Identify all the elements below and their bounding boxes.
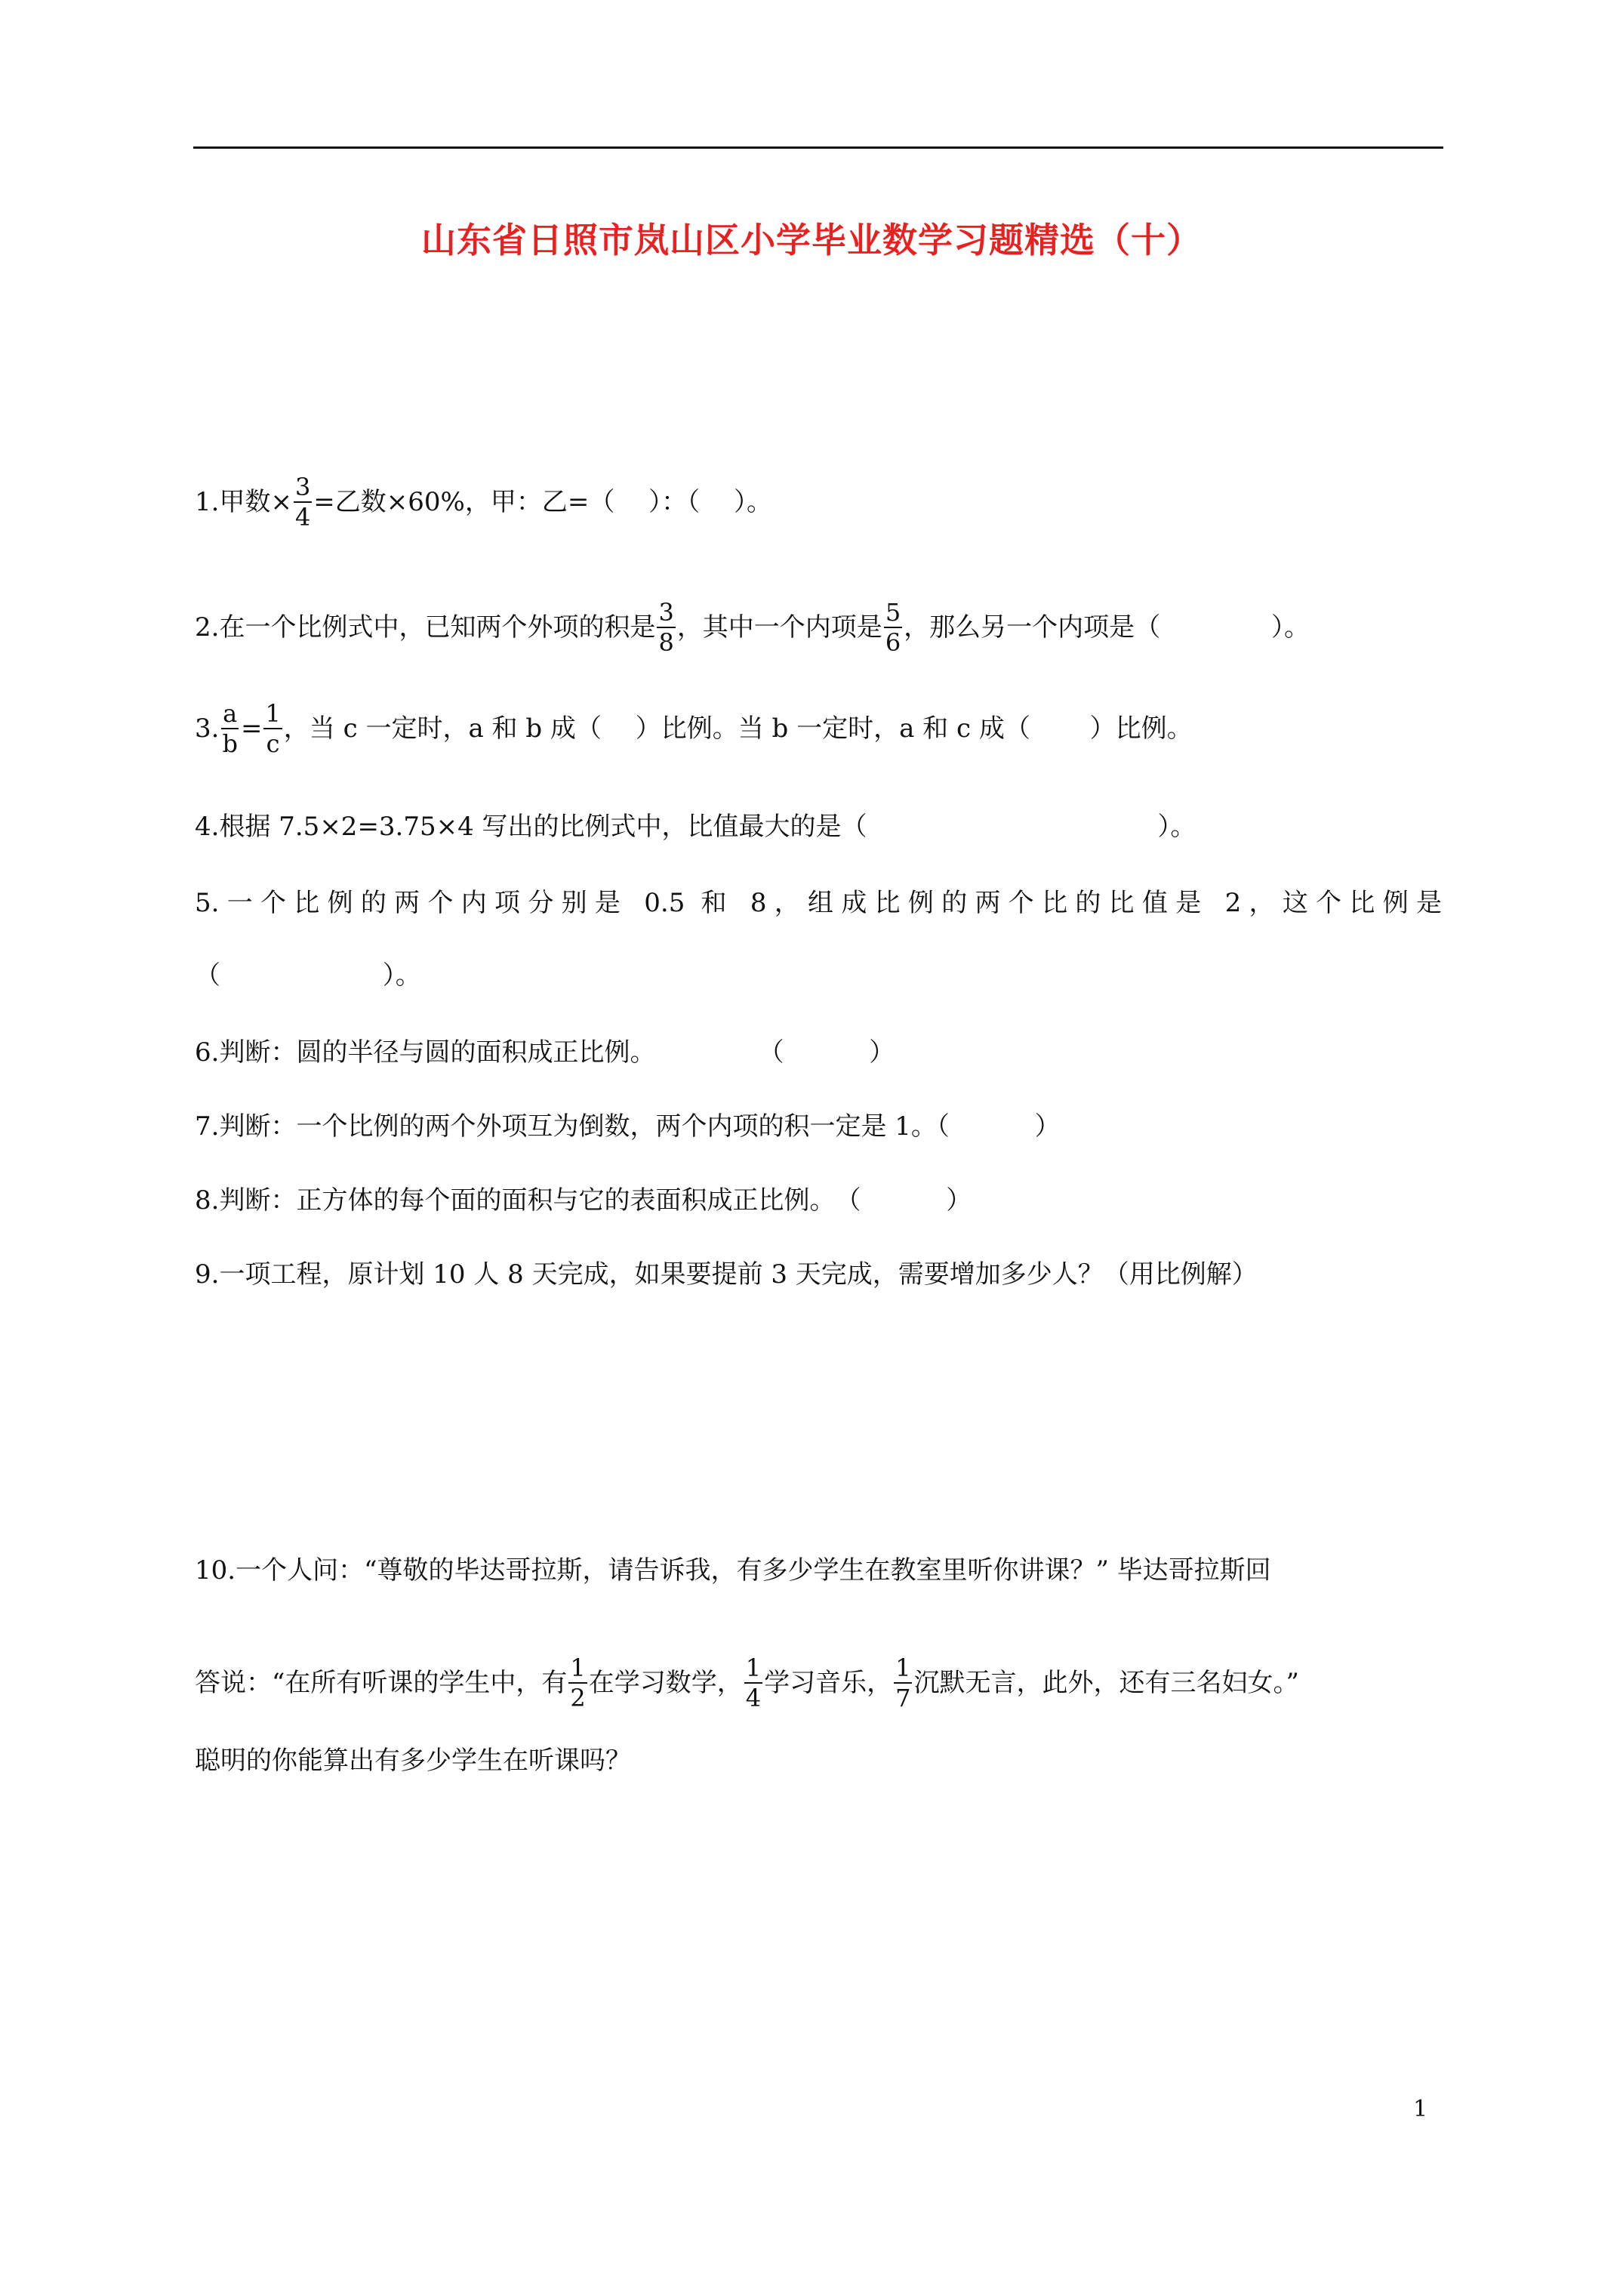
q1-fraction-denominator: 4 [294,503,311,532]
q10-fraction-3-numerator: 1 [895,1653,911,1682]
question-10-line-3: 聪明的你能算出有多少学生在听课吗？ [195,1746,631,1776]
q10-fraction-2 [744,1653,762,1712]
header-rule [193,146,1443,149]
q10-fraction-1-denominator: 2 [570,1684,586,1712]
question-9: 9.一项工程，原计划 10 人 8 天完成，如果要提前 3 天完成，需要增加多少人？（用比例解） [195,1259,1258,1290]
q10-line2-suffix: 沉默无言，此外，还有三名妇女。” [913,1668,1299,1698]
q3-fraction-1-numerator: a [223,699,238,728]
question-1 [195,473,772,532]
q2-prefix: 2.在一个比例式中，已知两个外项的积是 [195,612,656,643]
question-7: 7.判断：一个比例的两个外项互为倒数，两个内项的积一定是 1。（ ） [195,1111,1061,1142]
q1-suffix: =乙数×60%，甲：乙=（ ）：（ ）。 [313,487,772,517]
page-number: 1 [1413,2096,1428,2122]
question-6: 6.判断：圆的半径与圆的面积成正比例。 （ ） [195,1037,895,1068]
q2-fraction-2 [884,598,902,657]
q3-equals: = [240,713,263,744]
q1-fraction [294,473,312,532]
question-8: 8.判断：正方体的每个面的面积与它的表面积成正比例。 （ ） [195,1185,972,1216]
q2-suffix: ，那么另一个内项是（ ）。 [904,612,1310,643]
q2-middle: ，其中一个内项是 [676,612,882,643]
q10-fraction-3-denominator: 7 [895,1684,911,1712]
q10-line2-mid1: 在学习数学， [588,1668,743,1698]
q10-fraction-1 [568,1653,587,1712]
q2-fraction-1-numerator: 3 [658,598,674,627]
q3-fraction-1-denominator: b [222,729,238,758]
q3-suffix: ，当 c 一定时，a 和 b 成（ ）比例。当 b 一定时，a 和 c 成（ ）比例。 [283,713,1193,744]
q10-fraction-3 [894,1653,912,1712]
q3-fraction-2-denominator: c [266,729,280,758]
q2-fraction-1 [657,598,675,657]
q10-fraction-2-numerator: 1 [745,1653,762,1682]
q3-fraction-1 [220,699,239,758]
question-10-line-2 [195,1653,1299,1712]
question-5-line-1: 5.一个比例的两个内项分别是 0.5 和 8，组成比例的两个比的比值是 2，这个比例是 [195,888,1442,918]
q10-fraction-1-numerator: 1 [570,1653,586,1682]
question-4: 4.根据 7.5×2=3.75×4 写出的比例式中，比值最大的是（ ）。 [195,812,1196,842]
page-title: 山东省日照市岚山区小学毕业数学习题精选（十） [421,220,1202,260]
question-2 [195,598,1310,657]
question-3 [195,699,1193,758]
q1-prefix: 1.甲数× [195,487,292,517]
q2-fraction-1-denominator: 8 [658,628,674,657]
question-5-line-2: （ ）。 [195,960,421,991]
question-10-line-1: 10.一个人问：“尊敬的毕达哥拉斯，请告诉我，有多少学生在教室里听你讲课？” 毕达哥拉斯回 [195,1555,1271,1586]
q1-fraction-numerator: 3 [294,473,311,501]
q10-line2-mid2: 学习音乐， [764,1668,893,1698]
q2-fraction-2-denominator: 6 [885,628,901,657]
q10-fraction-2-denominator: 4 [745,1684,762,1712]
q2-fraction-2-numerator: 5 [885,598,901,627]
q3-fraction-2-numerator: 1 [265,699,281,728]
q3-fraction-2 [263,699,282,758]
q10-line2-prefix: 答说：“在所有听课的学生中，有 [195,1668,568,1698]
q3-prefix: 3. [195,713,220,744]
